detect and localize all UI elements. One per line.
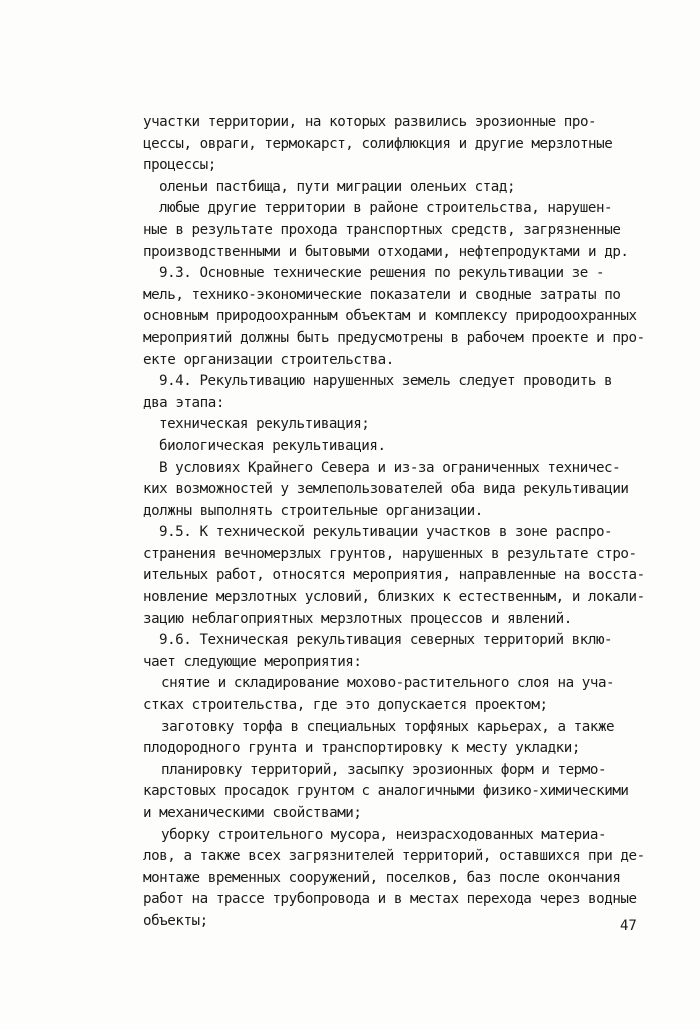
text-line: ительных работ, относятся мероприятия, направленные на восста- <box>143 567 645 584</box>
text-line: В условиях Крайнего Севера и из-за ограниченных техничес- <box>159 459 621 476</box>
page-number: 47 <box>620 918 637 934</box>
text-line: ные в результате прохода транспортных средств, загрязненные <box>143 221 621 238</box>
text-line: оленьи пастбища, пути миграции оленьих стад; <box>159 178 516 195</box>
text-line: и механическими свойствами; <box>143 805 362 821</box>
body-text <box>143 112 643 933</box>
text-line: чает следующие мероприятия: <box>143 653 362 670</box>
text-line: планировку территорий, засыпку эрозионных форм и термо- <box>161 761 607 778</box>
text-line: производственными и бытовыми отходами, нефтепродуктами и др. <box>143 243 629 260</box>
text-line: монтаже временных сооружений, поселков, баз после окончания <box>143 869 621 886</box>
text-line: участки территории, на которых развились эрозионные про- <box>143 114 597 130</box>
text-line: два этапа: <box>143 394 224 411</box>
section-9-5: 9.5. К технической рекультивации участков в зоне распро- <box>159 524 613 541</box>
section-9-6: 9.6. Техническая рекультивация северных территорий вклю- <box>159 632 613 649</box>
text-line: объекты; <box>143 912 208 929</box>
text-line: любые другие территории в районе строительства, нарушен- <box>159 200 613 217</box>
text-line: заготовку торфа в специальных торфяных карьерах, а также <box>161 718 615 735</box>
text-line: мель, технико-экономические показатели и сводные затраты по <box>143 286 621 303</box>
text-line: техническая рекультивация; <box>159 416 370 433</box>
text-line: зацию неблагоприятных мерзлотных процессов и явлений. <box>143 610 572 627</box>
text-line: уборку строительного мусора, неизрасходованных материа- <box>161 826 607 843</box>
text-line: должны выполнять строительные организации. <box>143 502 483 519</box>
text-line: снятие и складирование мохово-растительного слоя на уча- <box>161 675 615 692</box>
text-line: странения вечномерзлых грунтов, нарушенных в результате стро- <box>143 545 637 562</box>
text-line: мероприятий должны быть предусмотрены в рабочем проекте и про- <box>143 329 645 346</box>
text-line: процессы; <box>143 157 216 174</box>
text-line: екте организации строительства. <box>143 351 394 368</box>
text-line: новление мерзлотных условий, близких к естественным, и локали- <box>143 589 645 606</box>
text-line: ких возможностей у землепользователей оба вида рекультивации <box>143 481 629 498</box>
text-line: плодородного грунта и транспортировку к месту укладки; <box>143 740 580 757</box>
text-line: основным природоохранным объектам и комплексу природоохранных <box>143 308 637 325</box>
text-line: цессы, овраги, термокарст, солифлюкция и другие мерзлотные <box>143 135 613 152</box>
section-9-3: 9.3. Основные технические решения по рекультивации зе - <box>159 265 605 282</box>
text-line: карстовых просадок грунтом с аналогичными физико-химическими <box>143 783 629 800</box>
text-line: лов, а также всех загрязнителей территорий, оставшихся при де- <box>143 848 645 865</box>
text-line: работ на трассе трубопровода и в местах перехода через водные <box>143 891 637 908</box>
section-9-4: 9.4. Рекультивацию нарушенных земель следует проводить в <box>159 373 613 390</box>
text-line: биологическая рекультивация. <box>159 437 386 454</box>
text-line: стках строительства, где это допускается проектом; <box>143 697 548 714</box>
